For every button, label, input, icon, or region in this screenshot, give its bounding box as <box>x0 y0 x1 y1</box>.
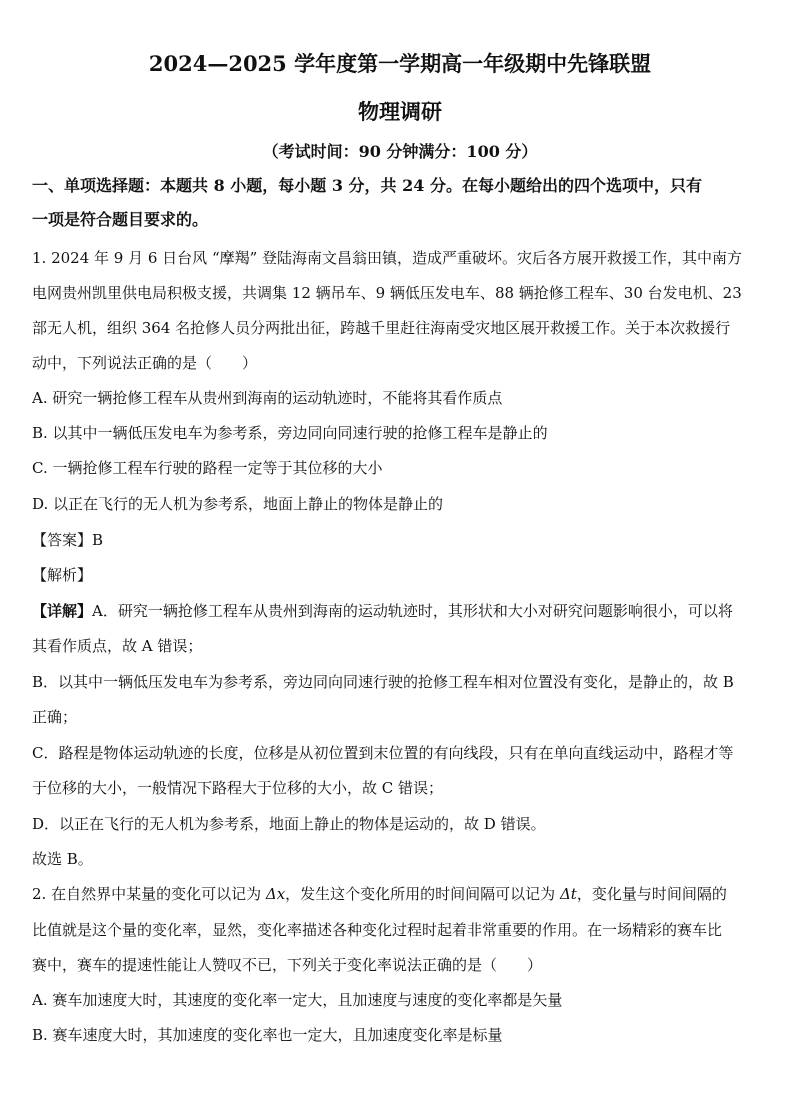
q2-stem-part-c: ，变化量与时间间隔的 <box>576 885 727 903</box>
q1-detail-a-line-2: 其看作质点，故 A 错误； <box>32 637 203 655</box>
q2-stem-part-a: 2. 在自然界中某量的变化可以记为 <box>32 885 266 903</box>
q1-option-b: B. 以其中一辆低压发电车为参考系，旁边同向同速行驶的抢修工程车是静止的 <box>32 424 548 442</box>
section-heading-line-2: 一项是符合题目要求的。 <box>32 210 209 229</box>
q1-stem-line-4: 动中，下列说法正确的是（ ） <box>32 354 258 372</box>
q1-detail-a-text: A．研究一辆抢修工程车从贵州到海南的运动轨迹时，其形状和大小对研究问题影响很小，可以将 <box>92 602 733 620</box>
q1-answer: 【答案】B <box>32 531 104 549</box>
q2-option-a: A. 赛车加速度大时，其速度的变化率一定大，且加速度与速度的变化率都是矢量 <box>32 991 563 1009</box>
q2-stem-line-3: 赛中，赛车的提速性能让人赞叹不已，下列关于变化率说法正确的是（ ） <box>32 956 543 974</box>
q1-analysis-label: 【解析】 <box>32 566 93 584</box>
q2-option-b: B. 赛车速度大时，其加速度的变化率也一定大，且加速度变化率是标量 <box>32 1026 503 1044</box>
q1-option-d: D. 以正在飞行的无人机为参考系，地面上静止的物体是静止的 <box>32 495 444 513</box>
document-subtitle: 物理调研 <box>358 99 442 124</box>
q1-detail-b-line-2: 正确； <box>32 708 78 726</box>
q1-stem-line-1: 1. 2024 年 9 月 6 日台风 “摩羯” 登陆海南文昌翁田镇，造成严重破坏。灾后各方展开救援工作，其中南方 <box>32 249 743 267</box>
q1-detail-c-line-1: C．路程是物体运动轨迹的长度，位移是从初位置到末位置的有向线段，只有在单向直线运动中，路程才等 <box>32 744 734 762</box>
q2-stem-part-b: ，发生这个变化所用的时间间隔可以记为 <box>285 885 560 903</box>
q1-detail-a-line-1 <box>32 601 772 621</box>
exam-info: （考试时间：90 分钟满分：100 分） <box>262 142 538 161</box>
q1-option-c: C. 一辆抢修工程车行驶的路程一定等于其位移的大小 <box>32 459 383 477</box>
q1-detail-label: 【详解】 <box>32 602 93 620</box>
q2-var-delta-x: Δx <box>265 885 286 903</box>
q1-stem-line-2: 电网贵州凯里供电局积极支援，共调集 12 辆吊车、9 辆低压发电车、88 辆抢修工程车、30 台发电机、23 <box>32 284 742 302</box>
q2-stem-line-2: 比值就是这个量的变化率，显然，变化率描述各种变化过程时起着非常重要的作用。在一场精彩的赛车比 <box>32 921 723 939</box>
q1-stem-line-3: 部无人机，组织 364 名抢修人员分两批出征，跨越千里赶往海南受灾地区展开救援工作。关于本次救援行 <box>32 319 731 337</box>
q2-var-delta-t: Δt <box>559 885 577 903</box>
q1-detail-b-line-1: B．以其中一辆低压发电车为参考系，旁边同向同速行驶的抢修工程车相对位置没有变化，是静止的，故 B <box>32 673 734 691</box>
q1-option-a: A. 研究一辆抢修工程车从贵州到海南的运动轨迹时，不能将其看作质点 <box>32 389 503 407</box>
q1-detail-d-line-1: D．以正在飞行的无人机为参考系，地面上静止的物体是运动的，故 D 错误。 <box>32 815 546 833</box>
document-title: 2024—2025 学年度第一学期高一年级期中先锋联盟 <box>148 51 652 76</box>
q1-detail-c-line-2: 于位移的大小，一般情况下路程大于位移的大小，故 C 错误； <box>32 779 444 797</box>
section-heading-line-1: 一、单项选择题：本题共 8 小题，每小题 3 分，共 24 分。在每小题给出的四个选项中，只有 <box>32 176 702 195</box>
q1-conclusion: 故选 B。 <box>32 850 93 868</box>
q2-stem-line-1 <box>32 884 772 904</box>
